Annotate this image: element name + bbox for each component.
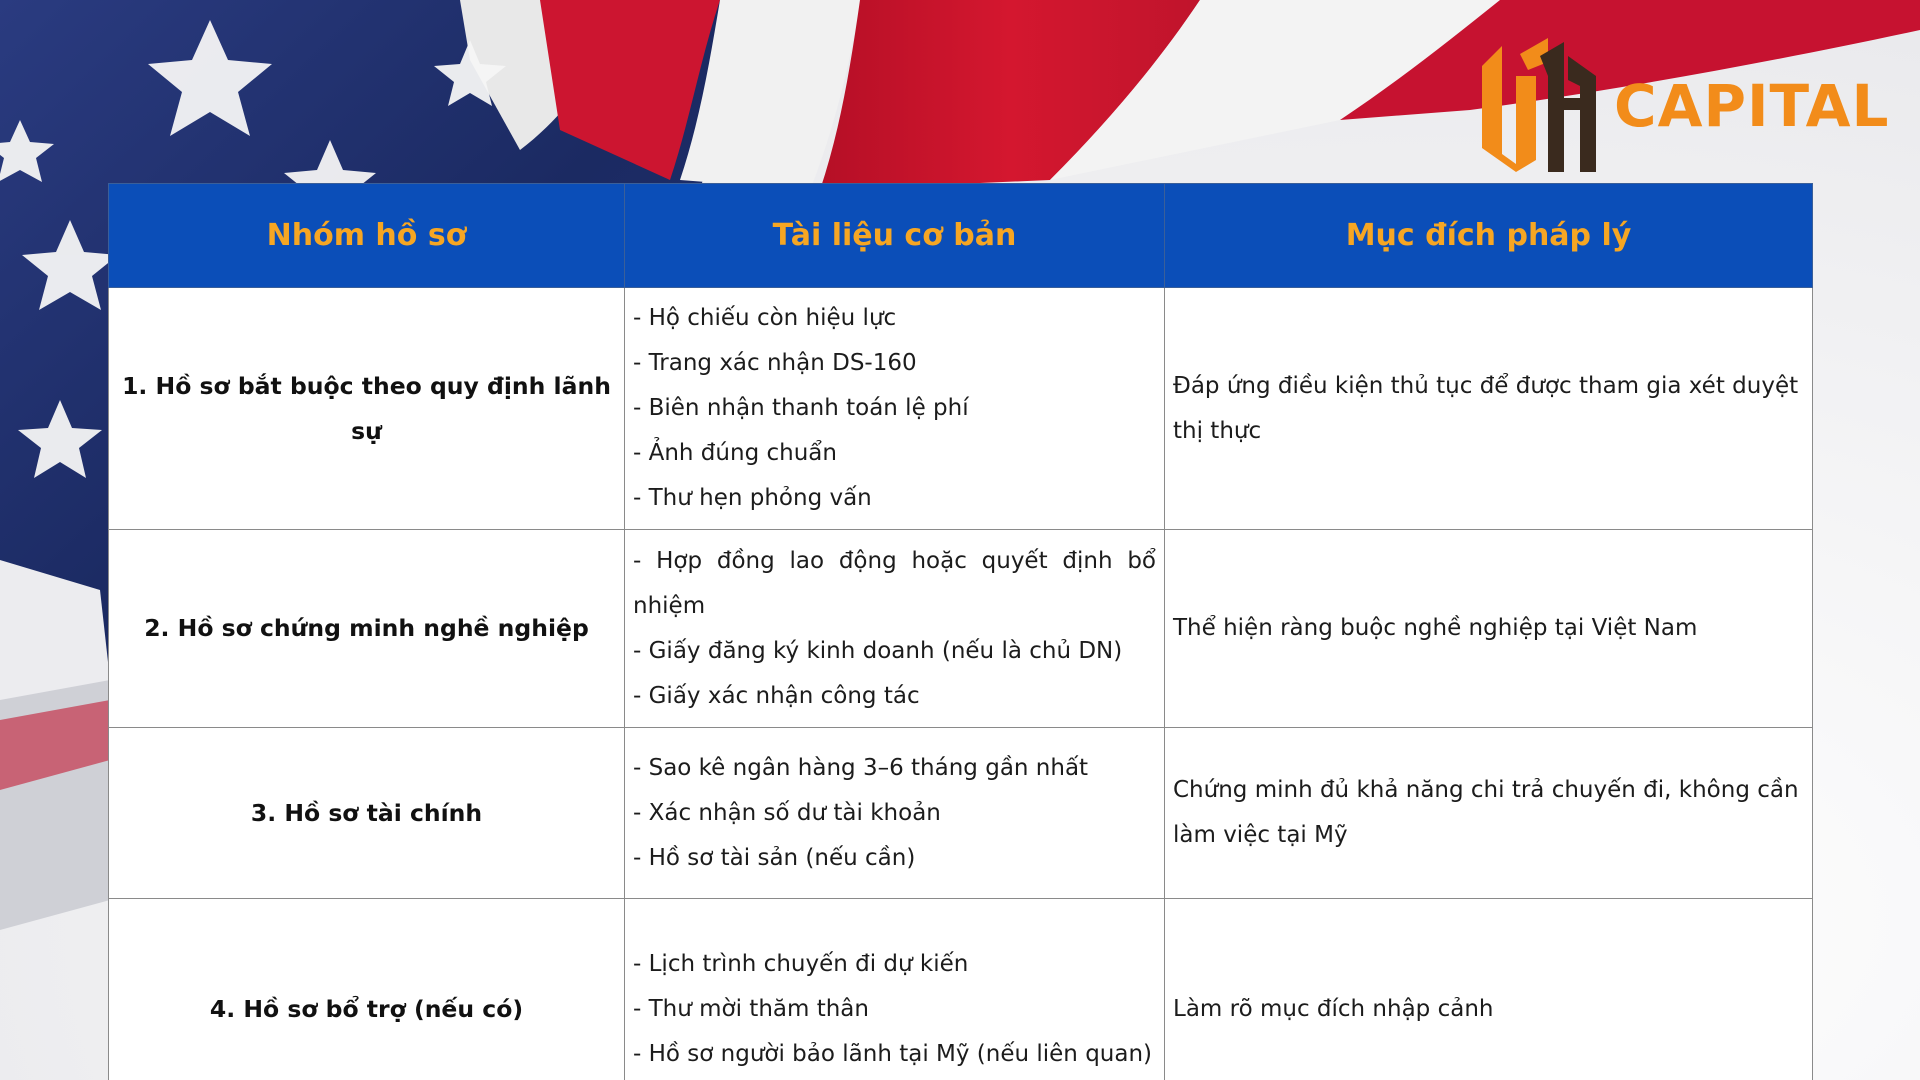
row-documents: [625, 728, 1165, 899]
row-group: 1. Hồ sơ bắt buộc theo quy định lãnh sự: [109, 288, 625, 530]
brand-logo: [1476, 36, 1890, 176]
document-requirements-table: [108, 183, 1813, 1080]
header-documents: Tài liệu cơ bản: [625, 184, 1165, 288]
document-item: - Thư mời thăm thân: [633, 995, 869, 1022]
document-item: - Thư hẹn phỏng vấn: [633, 485, 872, 511]
row-purpose: Thể hiện ràng buộc nghề nghiệp tại Việt Nam: [1165, 530, 1813, 728]
row-documents: [625, 288, 1165, 530]
row-purpose: Đáp ứng điều kiện thủ tục để được tham gia xét duyệt thị thực: [1165, 288, 1813, 530]
table-header-row: [109, 184, 1813, 288]
row-group: 3. Hồ sơ tài chính: [109, 728, 625, 899]
document-item: - Xác nhận số dư tài khoản: [633, 799, 941, 826]
gia-capital-logo-icon: [1476, 36, 1604, 176]
row-group: 4. Hồ sơ bổ trợ (nếu có): [109, 899, 625, 1080]
document-item: - Giấy đăng ký kinh doanh (nếu là chủ DN): [633, 637, 1123, 664]
document-item: - Giấy xác nhận công tác: [633, 682, 920, 709]
row-documents: [625, 899, 1165, 1080]
header-legal-purpose: Mục đích pháp lý: [1165, 184, 1813, 288]
row-purpose: Làm rõ mục đích nhập cảnh: [1165, 899, 1813, 1080]
table-row: [109, 530, 1813, 728]
row-purpose: Chứng minh đủ khả năng chi trả chuyến đi, không cần làm việc tại Mỹ: [1165, 728, 1813, 899]
document-item: - Trang xác nhận DS-160: [633, 350, 917, 376]
table-row: [109, 288, 1813, 530]
document-item: - Ảnh đúng chuẩn: [633, 440, 837, 466]
row-group: 2. Hồ sơ chứng minh nghề nghiệp: [109, 530, 625, 728]
table-row: [109, 728, 1813, 899]
table-row: [109, 899, 1813, 1080]
document-item: - Hồ sơ người bảo lãnh tại Mỹ (nếu liên quan): [633, 1040, 1153, 1067]
document-item: - Hợp đồng lao động hoặc quyết định bổ nhiệm: [633, 547, 1156, 619]
header-group: Nhóm hồ sơ: [109, 184, 625, 288]
document-item: - Lịch trình chuyến đi dự kiến: [633, 950, 969, 977]
document-item: - Hồ sơ tài sản (nếu cần): [633, 844, 916, 871]
document-item: - Hộ chiếu còn hiệu lực: [633, 305, 897, 331]
document-item: - Sao kê ngân hàng 3–6 tháng gần nhất: [633, 754, 1089, 781]
brand-name: CAPITAL: [1614, 72, 1890, 140]
row-documents: [625, 530, 1165, 728]
document-requirements-table-wrapper: [108, 183, 1812, 1080]
document-item: - Biên nhận thanh toán lệ phí: [633, 395, 969, 421]
